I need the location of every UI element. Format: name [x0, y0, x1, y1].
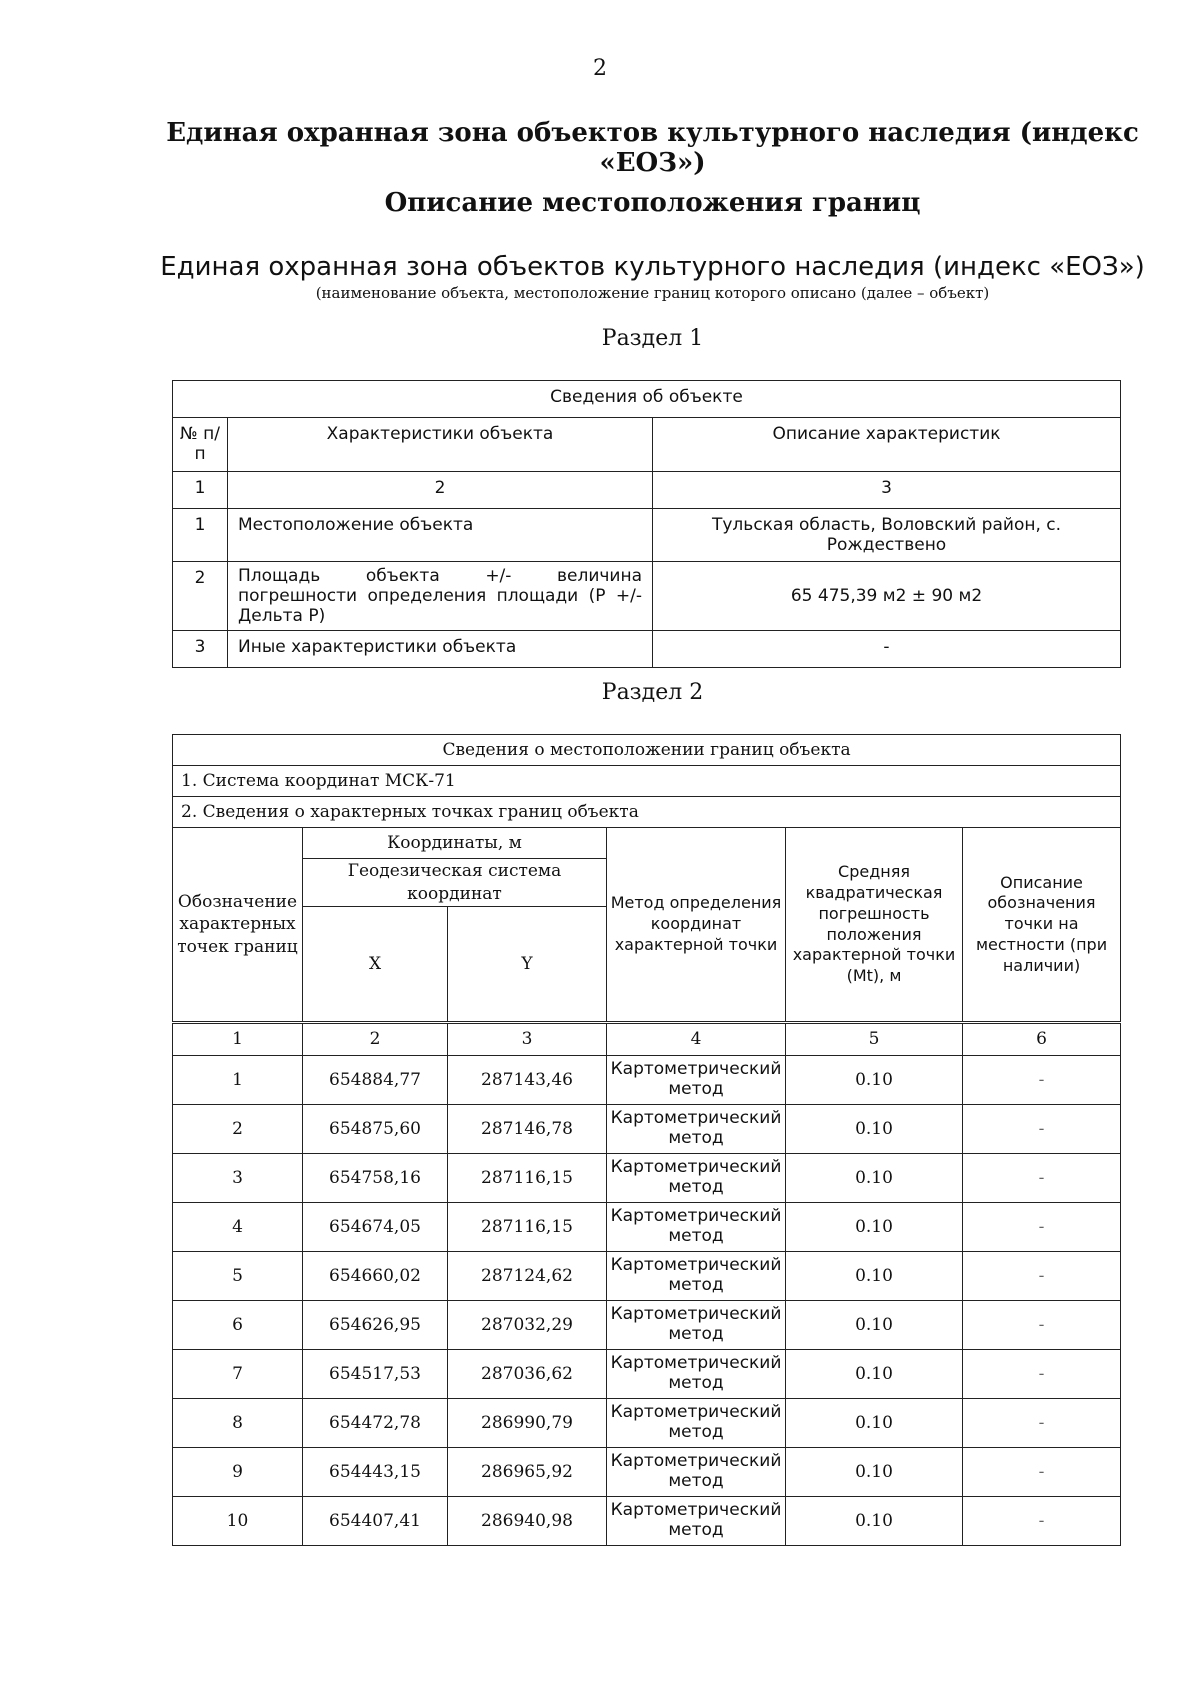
point-mt: 0.10: [786, 1203, 963, 1252]
point-mt: 0.10: [786, 1154, 963, 1203]
point-y: 287124,62: [448, 1252, 607, 1301]
index-cell: 2: [303, 1023, 448, 1056]
point-x: 654626,95: [303, 1301, 448, 1350]
point-number: 7: [173, 1350, 303, 1399]
point-mt: 0.10: [786, 1448, 963, 1497]
point-y: 287143,46: [448, 1056, 607, 1105]
row-num: 2: [173, 562, 228, 631]
point-number: 10: [173, 1497, 303, 1546]
table-row: [173, 1203, 1121, 1252]
point-y: 287036,62: [448, 1350, 607, 1399]
header-characteristic: Характеристики объекта: [228, 418, 653, 472]
point-number: 1: [173, 1056, 303, 1105]
point-description: -: [963, 1399, 1121, 1448]
point-x: 654875,60: [303, 1105, 448, 1154]
point-description: -: [963, 1105, 1121, 1154]
point-mt: 0.10: [786, 1399, 963, 1448]
point-method: Картометрический метод: [607, 1399, 786, 1448]
point-y: 286990,79: [448, 1399, 607, 1448]
table-row: [173, 1350, 1121, 1399]
point-x: 654407,41: [303, 1497, 448, 1546]
point-method: Картометрический метод: [607, 1497, 786, 1546]
index-cell: 1: [173, 1023, 303, 1056]
point-method: Картометрический метод: [607, 1252, 786, 1301]
point-number: 6: [173, 1301, 303, 1350]
point-x: 654674,05: [303, 1203, 448, 1252]
point-mt: 0.10: [786, 1350, 963, 1399]
point-description: -: [963, 1056, 1121, 1105]
point-y: 287116,15: [448, 1203, 607, 1252]
point-method: Картометрический метод: [607, 1203, 786, 1252]
point-number: 8: [173, 1399, 303, 1448]
header-error: Средняя квадратическая погрешность положения характерной точки (Mt), м: [786, 828, 963, 1023]
header-description: Описание характеристик: [653, 418, 1121, 472]
point-x: 654884,77: [303, 1056, 448, 1105]
point-number: 3: [173, 1154, 303, 1203]
point-method: Картометрический метод: [607, 1448, 786, 1497]
point-mt: 0.10: [786, 1056, 963, 1105]
section1-label: Раздел 1: [601, 326, 704, 351]
point-x: 654660,02: [303, 1252, 448, 1301]
point-method: Картометрический метод: [607, 1301, 786, 1350]
point-mt: 0.10: [786, 1497, 963, 1546]
row-characteristic: Площадь объекта +/- величина погрешности определения площади (Р +/- Дельта Р): [228, 562, 653, 631]
point-description: -: [963, 1203, 1121, 1252]
point-x: 654758,16: [303, 1154, 448, 1203]
object-caption: (наименование объекта, местоположение границ которого описано (далее – объект): [315, 284, 990, 302]
point-mt: 0.10: [786, 1301, 963, 1350]
page-number: 2: [593, 56, 607, 81]
point-description: -: [963, 1448, 1121, 1497]
point-y: 286965,92: [448, 1448, 607, 1497]
point-mt: 0.10: [786, 1252, 963, 1301]
header-num: № п/п: [173, 418, 228, 472]
table-row: [173, 1448, 1121, 1497]
object-info-table: [172, 380, 1121, 668]
table-row: [173, 1056, 1121, 1105]
point-number: 2: [173, 1105, 303, 1154]
table-row: [173, 1301, 1121, 1350]
point-description: -: [963, 1154, 1121, 1203]
header-designation: Обозначение характерных точек границ: [173, 828, 303, 1023]
object-name: Единая охранная зона объектов культурного наследия (индекс «ЕОЗ»): [160, 252, 1145, 282]
point-description: -: [963, 1350, 1121, 1399]
points-title: 2. Сведения о характерных точках границ объекта: [173, 797, 1121, 828]
point-x: 654517,53: [303, 1350, 448, 1399]
table-row: [173, 1399, 1121, 1448]
point-y: 286940,98: [448, 1497, 607, 1546]
point-description: -: [963, 1497, 1121, 1546]
point-method: Картометрический метод: [607, 1105, 786, 1154]
point-y: 287116,15: [448, 1154, 607, 1203]
point-number: 9: [173, 1448, 303, 1497]
point-method: Картометрический метод: [607, 1056, 786, 1105]
header-x: X: [303, 907, 448, 1023]
row-description: 65 475,39 м2 ± 90 м2: [653, 562, 1121, 631]
coordinate-system: 1. Система координат МСК-71: [173, 766, 1121, 797]
row-characteristic: Иные характеристики объекта: [228, 631, 653, 668]
row-num: 3: [173, 631, 228, 668]
index-cell: 5: [786, 1023, 963, 1056]
header-method: Метод определения координат характерной точки: [607, 828, 786, 1023]
table-row: [173, 1252, 1121, 1301]
row-description: Тульская область, Воловский район, с. Рождествено: [653, 509, 1121, 562]
point-description: -: [963, 1252, 1121, 1301]
index-cell: 4: [607, 1023, 786, 1056]
row-description: -: [653, 631, 1121, 668]
section2-label: Раздел 2: [601, 680, 704, 705]
index-cell: 2: [228, 472, 653, 509]
table-row: [173, 1105, 1121, 1154]
point-number: 5: [173, 1252, 303, 1301]
point-method: Картометрический метод: [607, 1350, 786, 1399]
header-point-description: Описание обозначения точки на местности (при наличии): [963, 828, 1121, 1023]
index-cell: 6: [963, 1023, 1121, 1056]
point-number: 4: [173, 1203, 303, 1252]
header-y: Y: [448, 907, 607, 1023]
point-y: 287146,78: [448, 1105, 607, 1154]
row-characteristic: Местоположение объекта: [228, 509, 653, 562]
index-cell: 3: [653, 472, 1121, 509]
point-mt: 0.10: [786, 1105, 963, 1154]
point-y: 287032,29: [448, 1301, 607, 1350]
boundary-points-table: [172, 734, 1121, 1546]
table-row: [173, 1154, 1121, 1203]
row-num: 1: [173, 509, 228, 562]
header-coords: Координаты, м: [303, 828, 607, 859]
main-title: Единая охранная зона объектов культурного наследия (индекс «ЕОЗ»): [166, 118, 1139, 178]
table-row: [173, 1497, 1121, 1546]
object-table-title: Сведения об объекте: [173, 381, 1121, 418]
point-description: -: [963, 1301, 1121, 1350]
header-geodetic: Геодезическая система координат: [303, 859, 607, 907]
index-cell: 1: [173, 472, 228, 509]
index-cell: 3: [448, 1023, 607, 1056]
point-method: Картометрический метод: [607, 1154, 786, 1203]
coord-table-title: Сведения о местоположении границ объекта: [173, 735, 1121, 766]
point-x: 654472,78: [303, 1399, 448, 1448]
sub-title: Описание местоположения границ: [384, 188, 921, 218]
point-x: 654443,15: [303, 1448, 448, 1497]
